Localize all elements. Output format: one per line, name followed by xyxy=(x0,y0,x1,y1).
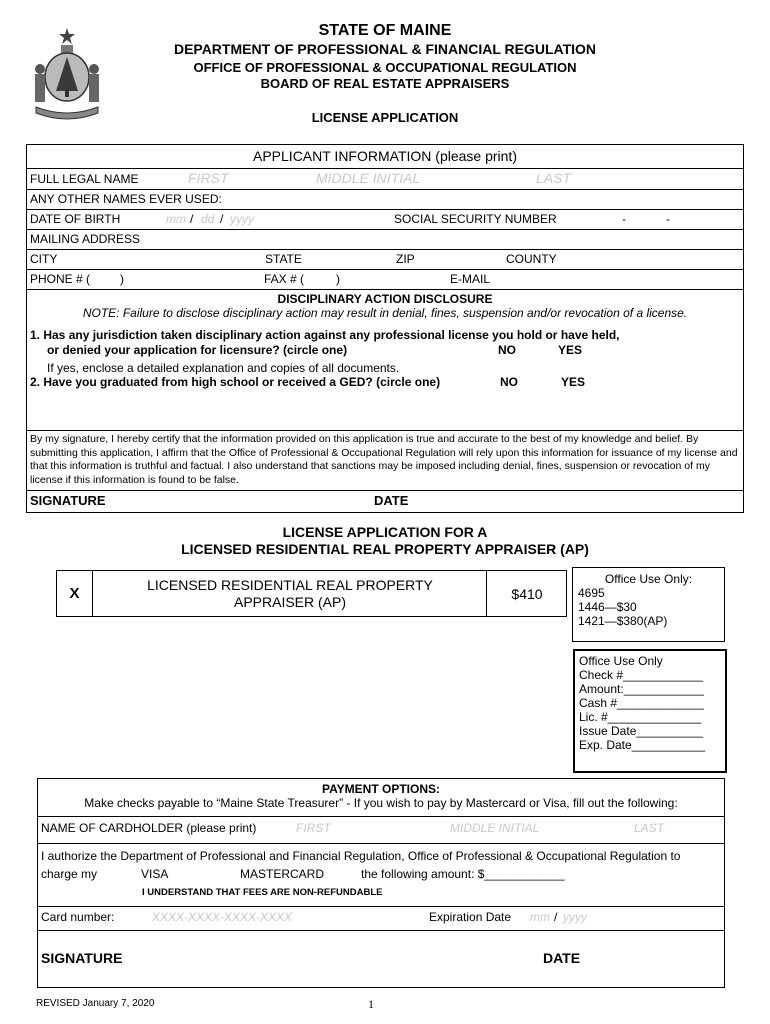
office-use-1-title: Office Use Only: xyxy=(604,572,693,586)
license-section-title-2: LICENSED RESIDENTIAL REAL PROPERTY APPRAISER (AP) xyxy=(181,541,589,557)
license-section-title-1: LICENSE APPLICATION FOR A xyxy=(282,524,488,540)
office-use-exp-date: Exp. Date___________ xyxy=(579,738,706,752)
expiration-slash: / xyxy=(554,910,558,924)
dob-slash-2: / xyxy=(220,212,224,226)
applicant-info-title: APPLICANT INFORMATION (please print) xyxy=(253,148,517,164)
question-1-if-yes: If yes, enclose a detailed explanation and copies of all documents. xyxy=(47,361,400,375)
payment-subtitle: Make checks payable to “Maine State Treasurer” - If you wish to pay by Mastercard or Visa, fill out the following: xyxy=(84,796,678,810)
payment-title: PAYMENT OPTIONS: xyxy=(321,782,440,796)
county-label: COUNTY xyxy=(506,252,557,266)
license-selected-mark[interactable]: X xyxy=(69,585,80,602)
cardholder-label: NAME OF CARDHOLDER (please print) xyxy=(41,821,257,835)
non-refundable-notice: I UNDERSTAND THAT FEES ARE NON-REFUNDABLE xyxy=(142,887,383,898)
state-label: STATE xyxy=(265,252,302,266)
cardholder-signature-label: SIGNATURE xyxy=(41,950,123,966)
mastercard-option[interactable]: MASTERCARD xyxy=(240,867,325,881)
applicant-signature-field[interactable] xyxy=(126,491,366,511)
ssn-dash-1: - xyxy=(622,212,626,226)
question-1-line-1: 1. Has any jurisdiction taken disciplinary action against any professional license you hold or have held, xyxy=(30,328,620,342)
cardholder-first-field[interactable]: FIRST xyxy=(296,821,331,835)
applicant-date-field[interactable] xyxy=(420,491,740,511)
fax-label: FAX # ( xyxy=(264,272,305,286)
dob-slash-1: / xyxy=(190,212,194,226)
phone-paren-close: ) xyxy=(120,272,124,286)
dob-label: DATE OF BIRTH xyxy=(30,212,121,226)
ssn-dash-2: - xyxy=(666,212,670,226)
visa-option[interactable]: VISA xyxy=(141,867,169,881)
certification-text: By my signature, I hereby certify that the information provided on this application is true and accurate to the best of my knowledge and belief. By submitting this application, I affirm that the Office of Professional & Occupational Regulation will rely upon this information for issuance of my license and that this information is truthful and factual. I also understand that sanctions may be imposed including denial, fines, suspension or revocation of my license if this information is found to be false. xyxy=(30,433,738,486)
fax-paren-close: ) xyxy=(336,272,340,286)
office-use-1-line-1: 4695 xyxy=(578,586,605,600)
zip-label: ZIP xyxy=(396,252,415,266)
ssn-field[interactable] xyxy=(578,210,738,226)
last-name-field[interactable]: LAST xyxy=(536,170,572,186)
cardholder-date-field[interactable] xyxy=(590,936,720,982)
license-fee: $410 xyxy=(511,586,543,602)
first-name-field[interactable]: FIRST xyxy=(188,170,229,186)
middle-initial-field[interactable]: MIDDLE INITIAL xyxy=(316,170,421,186)
board-title: BOARD OF REAL ESTATE APPRAISERS xyxy=(260,76,510,91)
card-number-field[interactable]: XXXX-XXXX-XXXX-XXXX xyxy=(152,910,293,924)
cardholder-signature-field[interactable] xyxy=(140,936,530,982)
phone-label: PHONE # ( xyxy=(30,272,91,286)
applicant-signature-label: SIGNATURE xyxy=(30,493,106,508)
cardholder-last-field[interactable]: LAST xyxy=(634,821,665,835)
q1-no-option[interactable]: NO xyxy=(498,343,516,357)
charge-my-label: charge my xyxy=(41,867,98,881)
expiration-month-field[interactable]: mm xyxy=(530,910,550,924)
office-title: OFFICE OF PROFESSIONAL & OCCUPATIONAL REGULATION xyxy=(193,60,577,75)
office-use-lic: Lic. #______________ xyxy=(579,710,702,724)
office-use-2-title: Office Use Only xyxy=(579,654,663,668)
full-name-label: FULL LEGAL NAME xyxy=(30,172,139,186)
disclosure-title: DISCIPLINARY ACTION DISCLOSURE xyxy=(277,292,493,306)
office-use-check: Check #____________ xyxy=(579,668,704,682)
mailing-address-label: MAILING ADDRESS xyxy=(30,232,141,246)
office-use-cash: Cash #_____________ xyxy=(579,696,704,710)
ssn-label: SOCIAL SECURITY NUMBER xyxy=(394,212,557,226)
q2-no-option[interactable]: NO xyxy=(500,375,518,389)
dob-month-field[interactable]: mm xyxy=(166,212,186,226)
mailing-address-field[interactable] xyxy=(150,230,740,246)
department-title: DEPARTMENT OF PROFESSIONAL & FINANCIAL REGULATION xyxy=(173,41,597,57)
state-title: STATE OF MAINE xyxy=(318,22,452,39)
email-label: E-MAIL xyxy=(450,272,491,286)
question-1-line-2: or denied your application for licensure? (circle one) xyxy=(47,343,348,357)
charge-amount-field[interactable]: the following amount: $____________ xyxy=(361,867,565,881)
question-2: 2. Have you graduated from high school or received a GED? (circle one) xyxy=(30,375,441,389)
q2-yes-option[interactable]: YES xyxy=(561,375,586,389)
city-label: CITY xyxy=(30,252,58,266)
expiration-label: Expiration Date xyxy=(429,910,512,924)
disclosure-note: NOTE: Failure to disclose disciplinary action may result in denial, fines, suspension and/or revocation of a license. xyxy=(82,306,688,320)
other-names-label: ANY OTHER NAMES EVER USED: xyxy=(30,192,222,206)
expiration-year-field[interactable]: yyyy xyxy=(563,910,587,924)
revised-date: REVISED January 7, 2020 xyxy=(36,998,155,1009)
page-number: 1 xyxy=(368,997,374,1011)
office-use-1-line-2: 1446—$30 xyxy=(578,600,637,614)
office-use-issue-date: Issue Date__________ xyxy=(579,724,704,738)
applicant-date-label: DATE xyxy=(374,493,409,508)
office-use-1-line-3: 1421—$380(AP) xyxy=(578,614,668,628)
card-number-label: Card number: xyxy=(41,910,115,924)
authorize-text: I authorize the Department of Professional and Financial Regulation, Office of Professional & Occupational Regulation to xyxy=(41,849,681,863)
dob-year-field[interactable]: yyyy xyxy=(230,212,254,226)
office-use-amount: Amount:____________ xyxy=(579,682,704,696)
dob-day-field[interactable]: dd xyxy=(201,212,215,226)
q1-yes-option[interactable]: YES xyxy=(558,343,583,357)
license-type-name: LICENSED RESIDENTIAL REAL PROPERTY APPRAISER (AP) xyxy=(147,577,433,610)
cardholder-middle-field[interactable]: MIDDLE INITIAL xyxy=(450,821,540,835)
other-names-field[interactable] xyxy=(236,190,736,206)
form-title: LICENSE APPLICATION xyxy=(311,110,459,125)
cardholder-date-label: DATE xyxy=(543,950,581,966)
